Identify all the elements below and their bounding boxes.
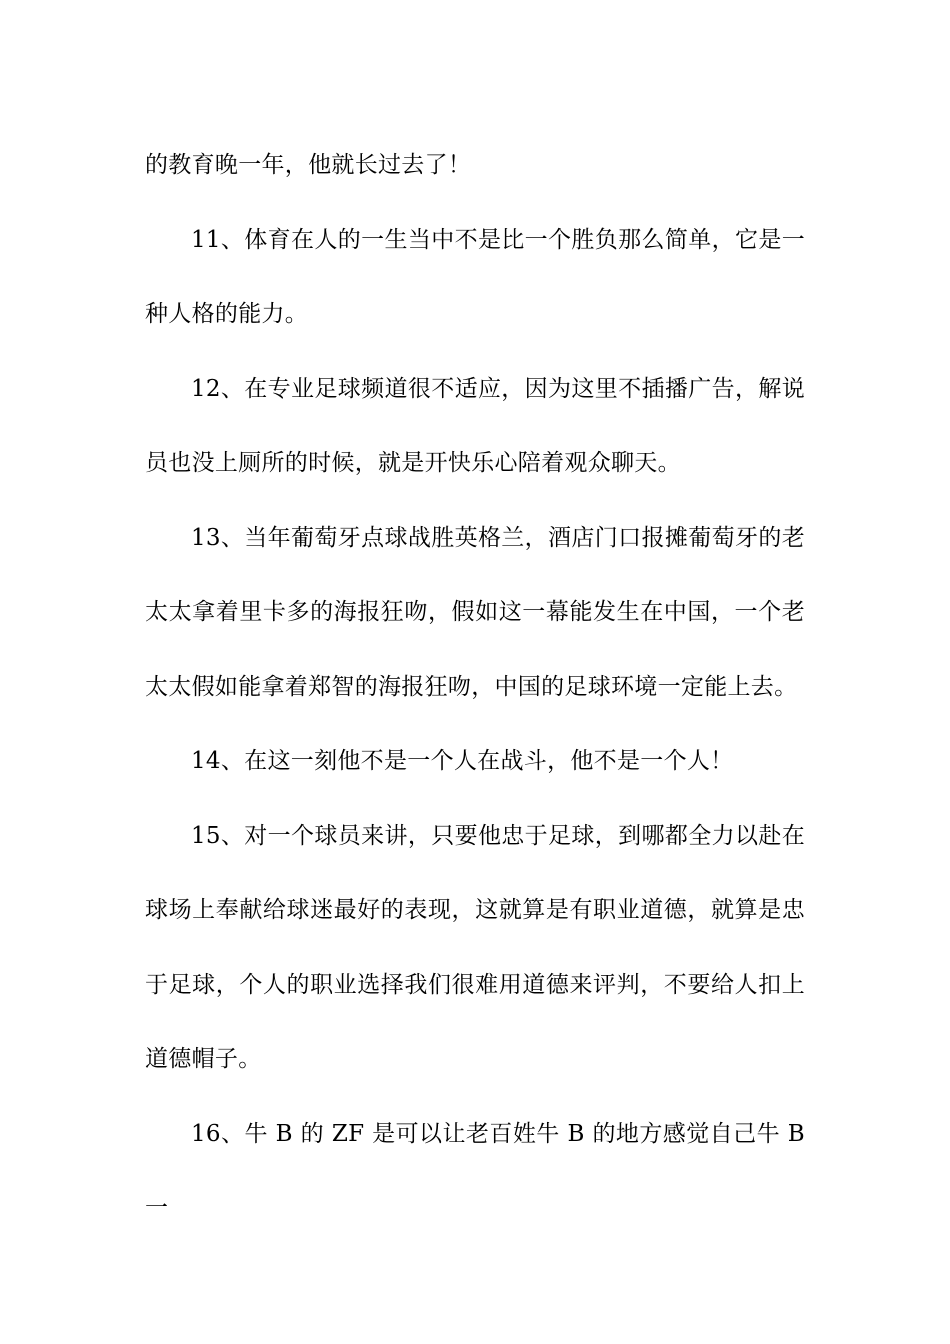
paragraph: 的教育晚一年，他就长过去了！ <box>145 152 472 178</box>
paragraph: 13、当年葡萄牙点球战胜英格兰，酒店门口报摊葡萄牙的老太太拿着里卡多的海报狂吻，假如这一幕能发生在中国，一个老太太假如能拿着郑智的海报狂吻，中国的足球环境一定能上去。 <box>145 524 805 700</box>
paragraph: 15、对一个球员来讲，只要他忠于足球，到哪都全力以赴在球场上奉献给球迷最好的表现，这就算是有职业道德，就算是忠于足球，个人的职业选择我们很难用道德来评判，不要给人扣上道德帽子。 <box>145 822 805 1072</box>
paragraph: 12、在专业足球频道很不适应，因为这里不插播广告，解说员也没上厕所的时候，就是开快乐心陪着观众聊天。 <box>145 375 805 476</box>
paragraph: 16、牛 B 的 ZF 是可以让老百姓牛 B 的地方感觉自己牛 B 一 <box>145 1120 805 1221</box>
document-body <box>145 128 805 1246</box>
paragraph: 14、在这一刻他不是一个人在战斗，他不是一个人！ <box>191 748 734 774</box>
paragraph: 11、体育在人的一生当中不是比一个胜负那么简单，它是一种人格的能力。 <box>145 226 805 327</box>
